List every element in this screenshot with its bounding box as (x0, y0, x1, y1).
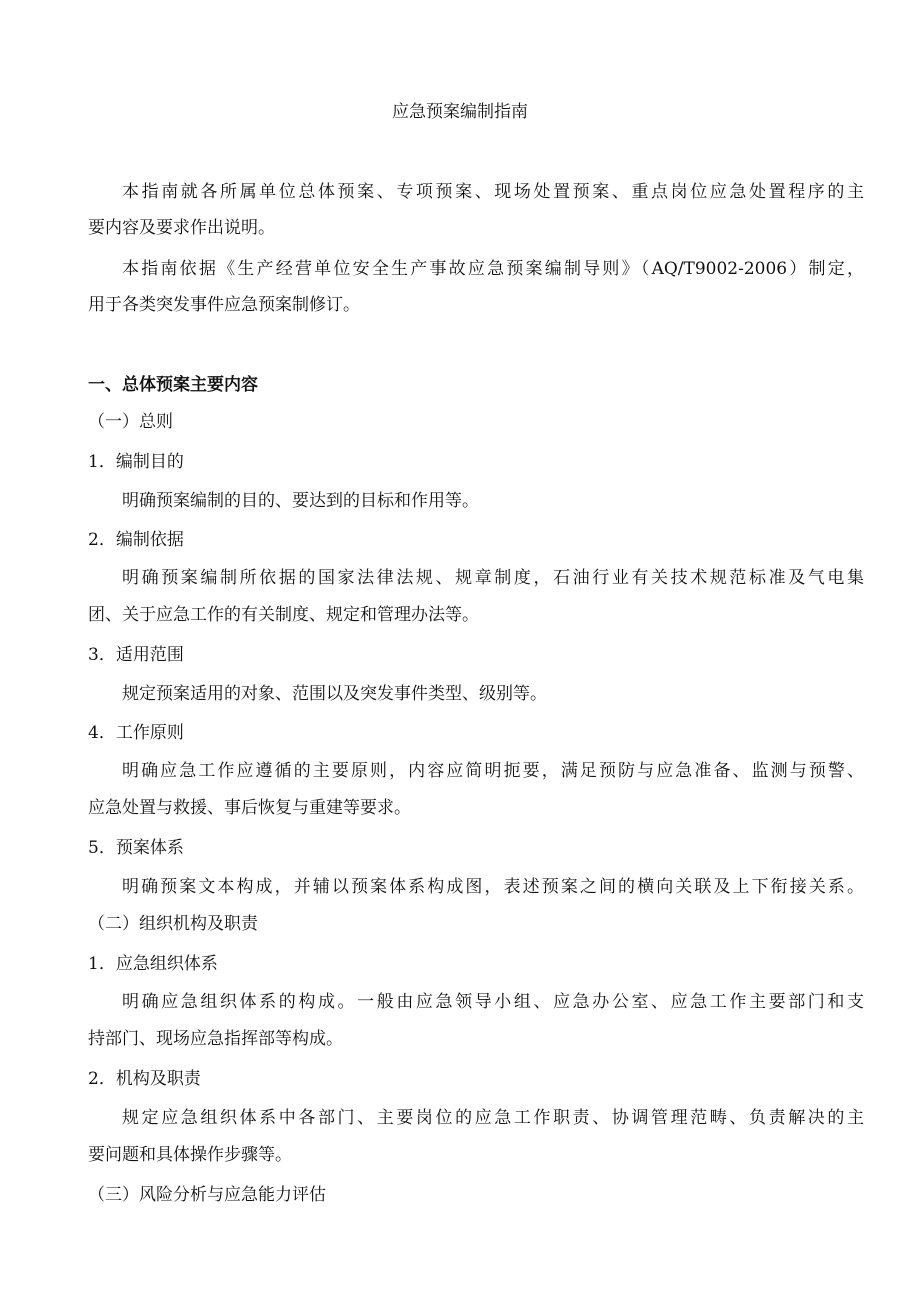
item-body: 应急处置与救援、事后恢复与重建等要求。 (88, 798, 411, 818)
intro-paragraph-2-line-1: 本指南依据《生产经营单位安全生产事故应急预案编制导则》（AQ/T9002-2006）制定， (122, 259, 864, 279)
intro-paragraph-1-line-1: 本指南就各所属单位总体预案、专项预案、现场处置预案、重点岗位应急处置程序的主 (122, 182, 864, 202)
item-body: 明确应急工作应遵循的主要原则，内容应简明扼要，满足预防与应急准备、监测与预警、 (122, 761, 864, 781)
item-label: 2．编制依据 (88, 530, 184, 550)
item-label: 3．适用范围 (88, 645, 184, 665)
item-body: 规定预案适用的对象、范围以及突发事件类型、级别等。 (122, 684, 547, 704)
item-body: 明确预案编制所依据的国家法律法规、规章制度，石油行业有关技术规范标准及气电集 (122, 568, 864, 588)
item-body: 明确应急组织体系的构成。一般由应急领导小组、应急办公室、应急工作主要部门和支 (122, 992, 864, 1012)
item-label: 4．工作原则 (88, 723, 184, 743)
item-label: 1．应急组织体系 (88, 954, 218, 974)
subsection-heading: （二）组织机构及职责 (88, 914, 258, 934)
item-body: 明确预案编制的目的、要达到的目标和作用等。 (122, 491, 479, 511)
section-heading: 一、总体预案主要内容 (88, 375, 258, 395)
document-title: 应急预案编制指南 (392, 102, 528, 122)
item-label: 2．机构及职责 (88, 1069, 201, 1089)
intro-paragraph-1-line-2: 要内容及要求作出说明。 (88, 218, 275, 238)
item-body: 要问题和具体操作步骤等。 (88, 1145, 292, 1165)
subsection-heading: （三）风险分析与应急能力评估 (88, 1185, 326, 1205)
intro-paragraph-2-line-2: 用于各类突发事件应急预案制修订。 (88, 295, 360, 315)
item-body: 规定应急组织体系中各部门、主要岗位的应急工作职责、协调管理范畴、负责解决的主 (122, 1108, 864, 1128)
item-body: 持部门、现场应急指挥部等构成。 (88, 1029, 343, 1049)
subsection-heading: （一）总则 (88, 412, 173, 432)
item-body: 团、关于应急工作的有关制度、规定和管理办法等。 (88, 605, 479, 625)
item-label: 1．编制目的 (88, 452, 184, 472)
item-label: 5．预案体系 (88, 838, 184, 858)
item-body: 明确预案文本构成，并辅以预案体系构成图，表述预案之间的横向关联及上下衔接关系。 (122, 877, 864, 897)
